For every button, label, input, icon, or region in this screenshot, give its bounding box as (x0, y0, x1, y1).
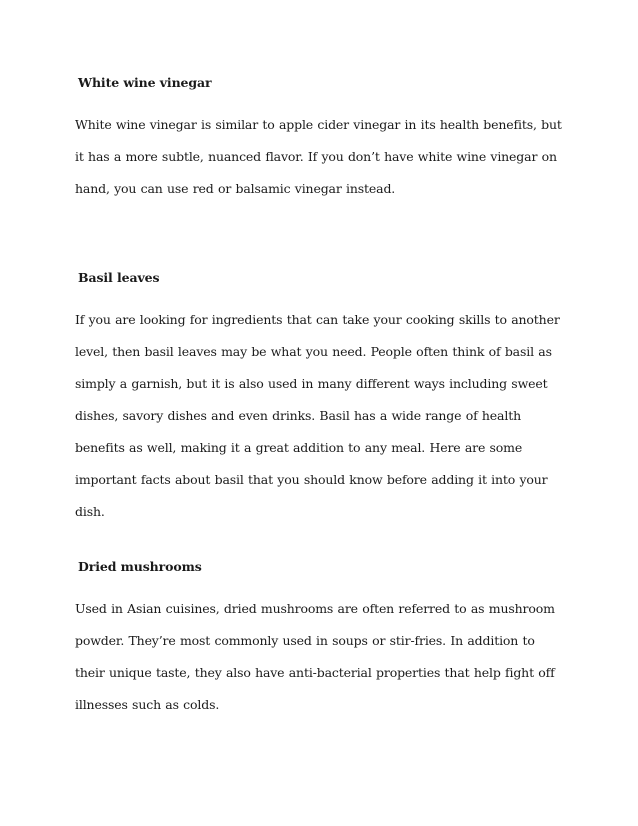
section-heading: White wine vinegar (78, 75, 212, 90)
section-basil-leaves (75, 270, 565, 528)
section-paragraph: Used in Asian cuisines, dried mushrooms are often referred to as mushroom powder. They’re most commonly used in soups or stir-fries. In addition to their unique taste, they also have anti-bacterial properties that help fight off illnesses such as colds. (75, 601, 555, 712)
section-white-wine-vinegar (75, 75, 565, 205)
section-paragraph: If you are looking for ingredients that can take your cooking skills to another level, then basil leaves may be what you need. People often think of basil as simply a garnish, but it is also used in many different ways including sweet dishes, savory dishes and even drinks. Basil has a wide range of health benefits as well, making it a great addition to any meal. Here are some important facts about basil that you should know before adding it into your dish. (75, 312, 560, 519)
section-heading: Dried mushrooms (78, 559, 202, 574)
section-dried-mushrooms (75, 559, 565, 721)
section-heading: Basil leaves (78, 270, 160, 285)
section-paragraph: White wine vinegar is similar to apple cider vinegar in its health benefits, but it has a more subtle, nuanced flavor. If you don’t have white wine vinegar on hand, you can use red or balsamic vinegar instead. (75, 117, 562, 196)
